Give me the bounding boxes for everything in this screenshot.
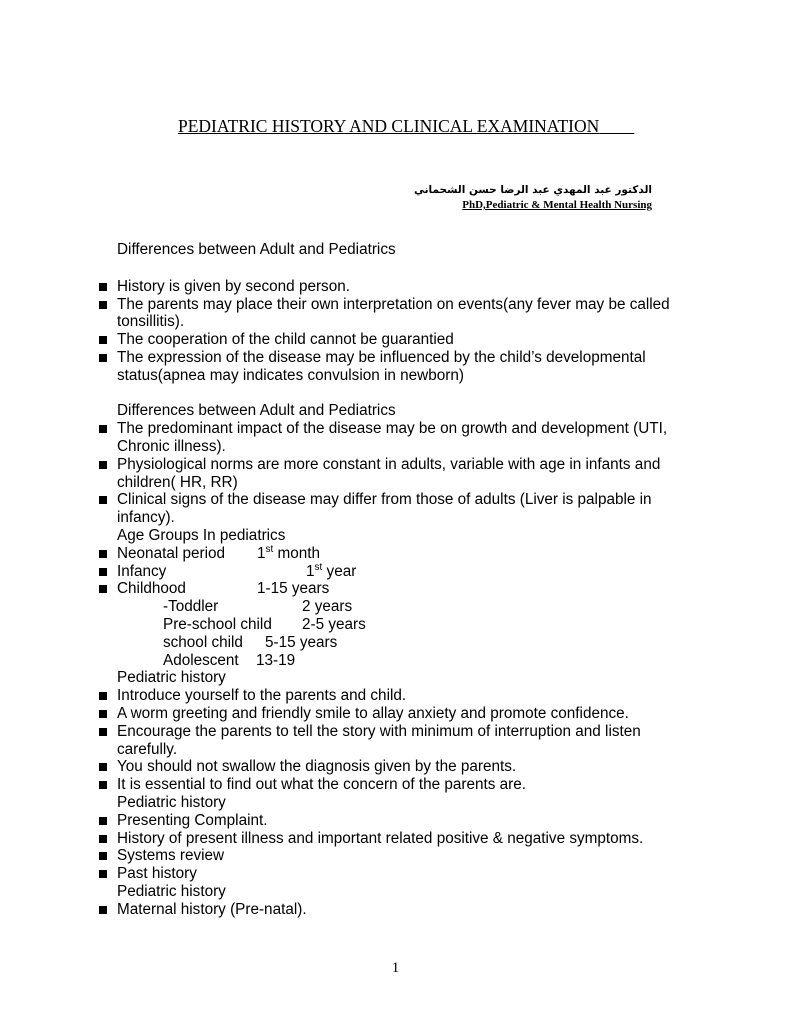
- bullet-item: History of present illness and important related positive & negative symptoms.: [0, 830, 791, 848]
- bullet-item: The predominant impact of the disease may be on growth and development (UTI, Chronic illness).: [0, 420, 791, 456]
- bullet-item: Maternal history (Pre-natal).: [0, 901, 791, 919]
- section-heading: Age Groups In pediatrics: [117, 526, 286, 544]
- age-group-infancy: [0, 563, 791, 581]
- age-group-label: -Toddler: [163, 598, 219, 616]
- age-group-neonatal: [0, 545, 791, 563]
- bullet-item: The expression of the disease may be influenced by the child’s developmental status(apnea may indicates convulsion in newborn): [0, 349, 791, 385]
- age-group-value: 5-15 years: [265, 633, 338, 651]
- age-group-childhood: [0, 580, 791, 598]
- section-heading: Differences between Adult and Pediatrics: [117, 402, 396, 420]
- author-arabic-name: الدكتور عبد المهدي عبد الرضا حسن الشحماني: [413, 184, 652, 196]
- bullet-item: It is essential to find out what the concern of the parents are.: [0, 776, 791, 794]
- age-group-label: Adolescent: [163, 651, 239, 669]
- section-heading: Pediatric history: [117, 793, 226, 811]
- age-subgroup: [0, 652, 791, 670]
- age-group-value: 1-15 years: [257, 580, 330, 598]
- page-title: PEDIATRIC HISTORY AND CLINICAL EXAMINATION: [178, 116, 600, 136]
- age-group-label: Childhood: [117, 580, 186, 598]
- bullet-item: You should not swallow the diagnosis given by the parents.: [0, 758, 791, 776]
- section-heading: Pediatric history: [117, 669, 226, 687]
- bullet-item: Systems review: [0, 847, 791, 865]
- author-credentials: PhD,Pediatric & Mental Health Nursing: [462, 199, 652, 211]
- age-group-value: 1st year: [306, 561, 357, 580]
- age-group-label: Neonatal period: [117, 544, 226, 562]
- bullet-item: Clinical signs of the disease may differ from those of adults (Liver is palpable in infancy).: [0, 491, 791, 527]
- age-group-value: 13-19: [256, 651, 296, 669]
- age-group-label: school child: [163, 633, 243, 651]
- bullet-item: The parents may place their own interpretation on events(any fever may be called tonsillitis).: [0, 296, 791, 332]
- section-heading: Differences between Adult and Pediatrics: [117, 241, 396, 258]
- page-number: 1: [391, 960, 400, 976]
- age-group-label: Infancy: [117, 562, 167, 580]
- document-body: [0, 241, 791, 918]
- age-group-label: Pre-school child: [163, 615, 272, 633]
- bullet-item: Introduce yourself to the parents and child.: [0, 687, 791, 705]
- section-heading: Pediatric history: [117, 882, 226, 900]
- age-subgroup: [0, 598, 791, 616]
- age-group-value: 2 years: [302, 598, 353, 616]
- age-subgroup: [0, 634, 791, 652]
- bullet-item: A worm greeting and friendly smile to allay anxiety and promote confidence.: [0, 705, 791, 723]
- bullet-item: Past history: [0, 865, 791, 883]
- bullet-item: History is given by second person.: [0, 278, 791, 296]
- age-group-value: 2-5 years: [302, 615, 366, 633]
- bullet-item: The cooperation of the child cannot be guarantied: [0, 331, 791, 349]
- age-subgroup: [0, 616, 791, 634]
- age-group-value: 1st month: [257, 543, 321, 562]
- bullet-item: Encourage the parents to tell the story with minimum of interruption and listen carefully.: [0, 723, 791, 759]
- bullet-item: Physiological norms are more constant in adults, variable with age in infants and children( HR, RR): [0, 456, 791, 492]
- bullet-item: Presenting Complaint.: [0, 812, 791, 830]
